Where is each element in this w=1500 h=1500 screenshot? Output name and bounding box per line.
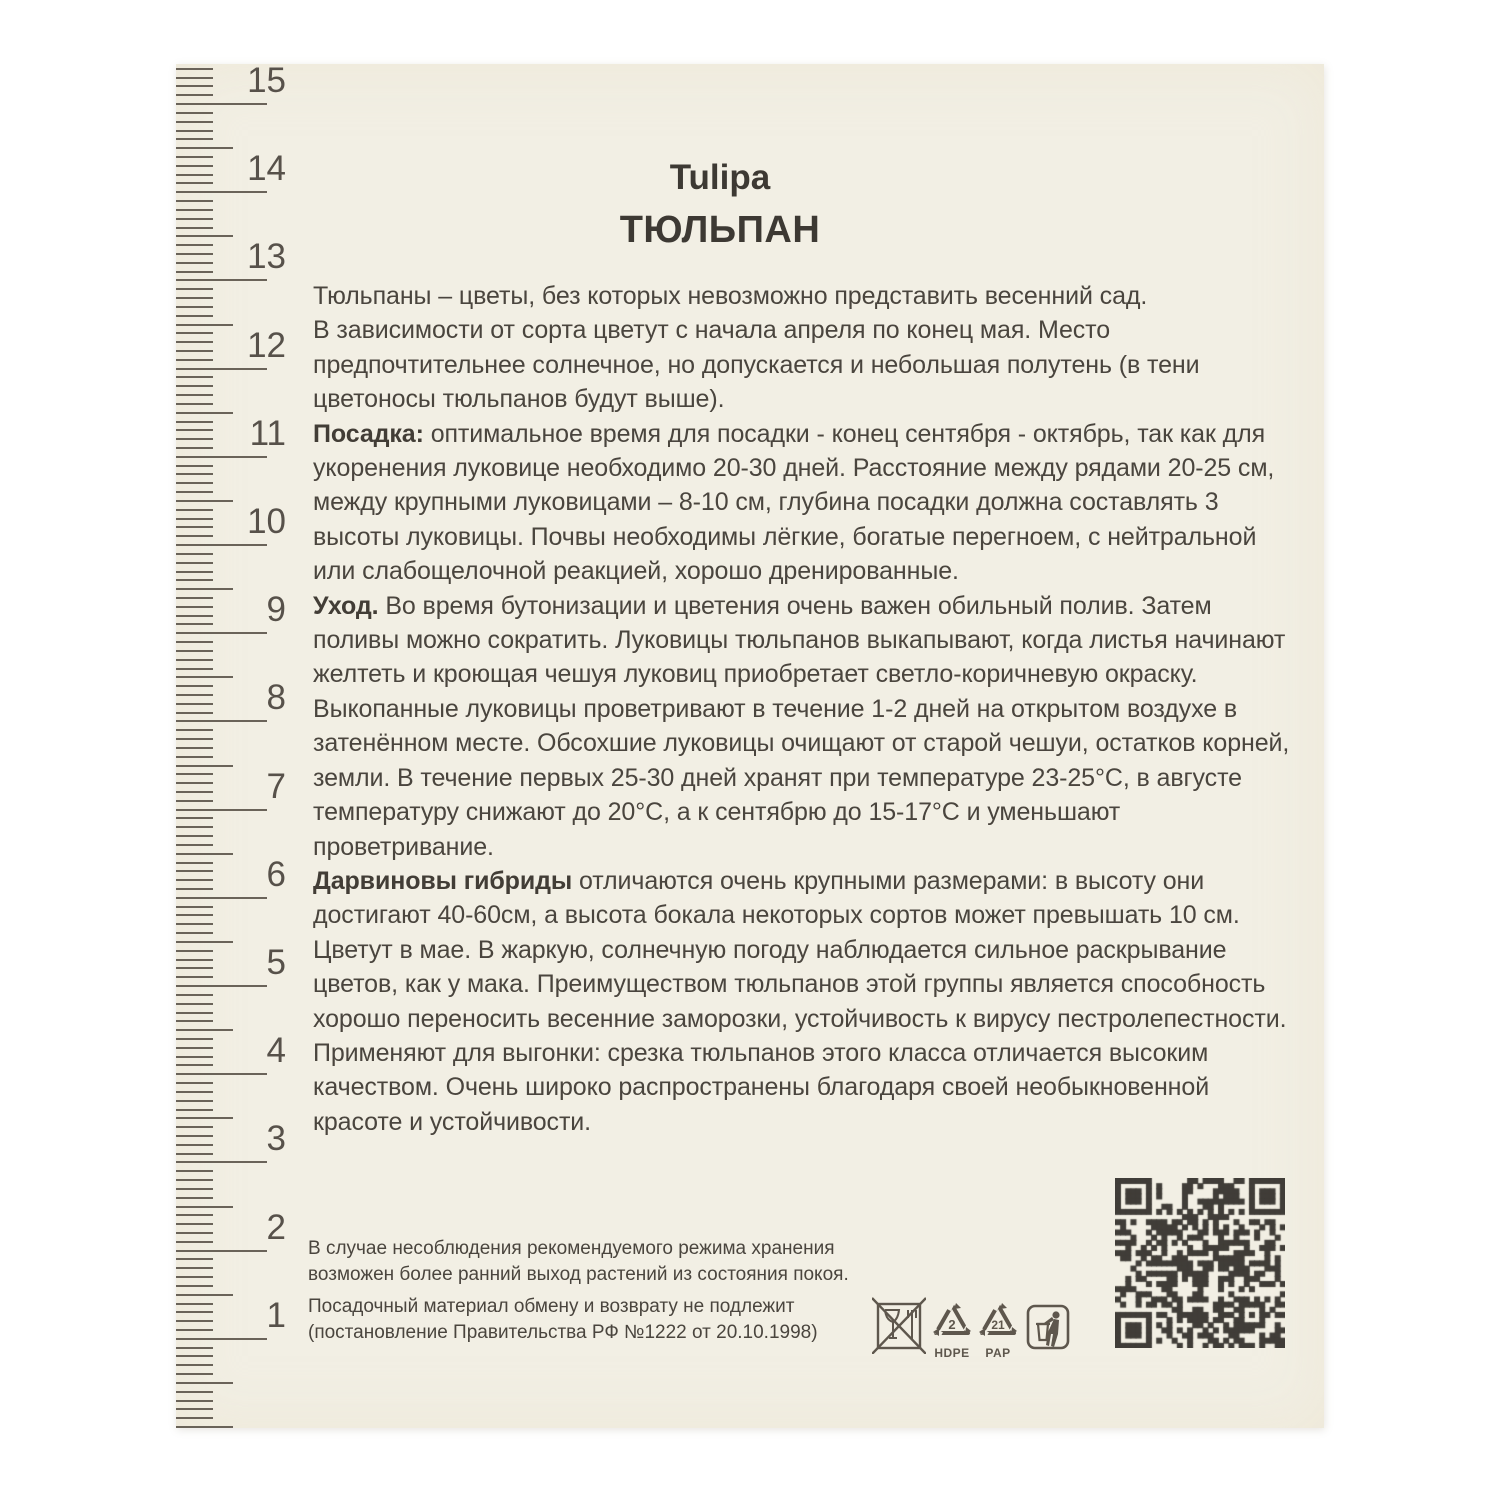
ruler-number: 12 <box>247 325 286 365</box>
ruler-tick <box>176 1197 213 1199</box>
svg-text:21 <box>991 1318 1005 1332</box>
decree-note: (постановление Правительства РФ №1222 от 20.10.1998) <box>308 1322 818 1343</box>
ruler-tick <box>176 403 213 405</box>
ruler-number: 7 <box>266 766 286 806</box>
ruler-tick <box>176 227 213 229</box>
ruler-tick <box>176 103 267 105</box>
tidy-man-icon <box>1026 1304 1070 1355</box>
ruler-tick <box>176 1267 213 1269</box>
ruler-number: 5 <box>266 943 286 982</box>
ruler-tick <box>176 1073 267 1075</box>
ruler-tick <box>176 1338 267 1340</box>
ruler-tick <box>176 985 267 987</box>
ruler-tick <box>176 1188 213 1190</box>
ruler-tick <box>176 112 213 114</box>
storage-note: В случае несоблюдения рекомендуемого режима хранения возможен более ранний выход растений из состояния покоя. <box>308 1238 849 1285</box>
ruler-number: 4 <box>266 1031 286 1071</box>
legal-notes <box>308 1236 908 1346</box>
ruler-tick <box>176 1100 213 1102</box>
title-block <box>315 160 1125 250</box>
section-care: Уход. Во время бутонизации и цветения очень важен обильный полив. Затем поливы можно сократить. Луковицы тюльпанов выкапывают, когда листья начинают желтеть и кроющая чешуя луковиц приобретает светло-коричневую окраску. Выкопанные луковицы проветривают в течение 1-2 дней на открытом воздухе в затенённом месте. Обсохшие луковицы очищают от старой чешуи, остатков корней, земли. В течение первых 25-30 дней хранят при температуре 23-25°С, в августе температуру снижают до 20°С, а к сентябрю до 15-17°С и уменьшают проветривание. <box>313 591 1290 861</box>
ruler-number: 10 <box>247 502 286 541</box>
ruler-tick <box>176 394 213 396</box>
hdpe-code: 2 <box>948 1317 956 1332</box>
ruler-number: 1 <box>266 1295 286 1335</box>
ruler-tick <box>176 1373 213 1375</box>
section-planting: Посадка: оптимальное время для посадки - конец сентября - октябрь, так как для укоренения луковице необходимо 20-30 дней. Расстояние между рядами 20-25 см, между крупными луковицами – 8-10 см, глубина посадки должна составлять 3 высоты луковицы. Почвы необходимы лёгкие, богатые перегноем, с нейтральной или слабощелочной реакцией, хорошо дренированные. <box>313 419 1275 586</box>
intro-line-2: В зависимости от сорта цветут с начала апреля по конец мая. Место предпочтительнее солнечное, но допускается и небольшая полутень (в тени цветоносы тюльпанов будут выше). <box>313 316 1200 414</box>
ruler-number: 8 <box>266 678 286 718</box>
ruler-tick <box>176 1417 213 1419</box>
ruler-tick <box>176 676 233 678</box>
ruler-tick <box>176 1294 233 1296</box>
ruler-tick <box>176 835 213 837</box>
ruler-tick <box>176 844 213 846</box>
ruler-tick <box>176 376 213 378</box>
intro-line-1: Тюльпаны – цветы, без которых невозможно представить весенний сад. <box>313 282 1148 310</box>
ruler-tick <box>176 738 213 740</box>
ruler-tick <box>176 1029 233 1031</box>
ruler-tick <box>176 588 233 590</box>
ruler-tick <box>176 147 233 149</box>
ruler-number: 2 <box>266 1207 286 1247</box>
ruler-tick <box>176 385 213 387</box>
ruler-tick <box>176 579 213 581</box>
ruler-tick <box>176 765 233 767</box>
ruler-tick <box>176 659 213 661</box>
ruler-tick <box>176 544 267 546</box>
ruler-tick <box>176 306 213 308</box>
ruler-number: 6 <box>266 854 286 894</box>
ruler-tick <box>176 1091 213 1093</box>
ruler-tick <box>176 1161 267 1163</box>
ruler-tick <box>176 553 213 555</box>
ruler-tick <box>176 747 213 749</box>
ruler-number: 14 <box>247 149 286 189</box>
seed-packet-back <box>176 61 1324 1428</box>
ruler-tick <box>176 1206 233 1208</box>
pap-code: 21 <box>991 1318 1005 1332</box>
ruler-tick <box>176 1382 233 1384</box>
ruler-tick <box>176 288 213 290</box>
ruler-tick <box>176 1285 213 1287</box>
ruler-tick <box>176 368 267 370</box>
ruler-tick <box>176 668 213 670</box>
ruler-tick <box>176 1117 233 1119</box>
ruler-tick <box>176 218 213 220</box>
ruler-tick <box>176 994 213 996</box>
ruler-tick <box>176 562 213 564</box>
ruler-tick <box>176 465 213 467</box>
ruler-tick <box>176 641 213 643</box>
ruler-tick <box>176 1258 213 1260</box>
ruler-tick <box>176 491 213 493</box>
ruler-tick <box>176 500 233 502</box>
recycling-pap-icon <box>974 1300 1022 1360</box>
no-return-note: Посадочный материал обмену и возврату не подлежит <box>308 1296 795 1317</box>
ruler-tick <box>176 130 213 132</box>
ruler-tick <box>176 1347 213 1349</box>
ruler-tick <box>176 923 213 925</box>
ruler-tick <box>176 906 213 908</box>
section-darwin-lead: Дарвиновы гибриды <box>313 866 573 895</box>
ruler-tick <box>176 809 267 811</box>
ruler-tick <box>176 632 267 634</box>
ruler-tick <box>176 897 267 899</box>
ruler-tick <box>176 1391 213 1393</box>
ruler-tick <box>176 914 213 916</box>
ruler-tick <box>176 756 213 758</box>
ruler-tick <box>176 932 213 934</box>
ruler-tick <box>176 1109 213 1111</box>
ruler-tick <box>176 209 213 211</box>
ruler-tick <box>176 729 213 731</box>
ruler-tick <box>176 1012 213 1014</box>
ruler-tick <box>176 191 267 193</box>
ruler-tick <box>176 200 213 202</box>
title-latin: Tulipa <box>669 158 771 197</box>
ruler-tick <box>176 138 213 140</box>
ruler-tick <box>176 1355 213 1357</box>
ruler-tick <box>176 853 233 855</box>
ruler-tick <box>176 826 213 828</box>
ruler-tick <box>176 1020 213 1022</box>
hdpe-label: HDPE <box>934 1346 970 1360</box>
svg-text:2 <box>948 1317 955 1332</box>
qr-code <box>1115 1178 1285 1348</box>
ruler-tick <box>176 482 213 484</box>
ruler-tick <box>176 941 233 943</box>
ruler-tick <box>176 720 267 722</box>
ruler-tick <box>176 1400 213 1402</box>
ruler-number: 15 <box>247 61 286 100</box>
ruler-tick <box>176 412 233 414</box>
ruler-tick <box>176 473 213 475</box>
ruler-tick <box>176 121 213 123</box>
ruler-tick <box>176 1276 213 1278</box>
ruler-number: 13 <box>247 237 286 277</box>
ruler-tick <box>176 650 213 652</box>
section-care-lead: Уход. <box>313 591 379 620</box>
ruler-tick <box>176 817 213 819</box>
ruler-tick <box>176 1170 213 1172</box>
ruler-tick <box>176 1250 267 1252</box>
ruler-tick <box>176 456 267 458</box>
description-text <box>313 279 1301 1139</box>
pap-label: PAP <box>985 1346 1011 1360</box>
ruler-tick <box>176 1003 213 1005</box>
ruler-tick <box>176 571 213 573</box>
ruler-number: 11 <box>249 413 286 453</box>
section-planting-lead: Посадка: <box>313 419 424 448</box>
ruler-tick <box>176 1082 213 1084</box>
ruler-tick <box>176 1179 213 1181</box>
ruler-tick <box>176 315 213 317</box>
ruler-tick <box>176 1364 213 1366</box>
section-darwin-hybrids: Дарвиновы гибриды отличаются очень крупными размерами: в высоту они достигают 40-60см, а высота бокала некоторых сортов может превышать 10 см. Цветут в мае. В жаркую, солнечную погоду наблюдается сильное раскрывание цветов, как у мака. Преимуществом тюльпанов этой группы является способность хорошо переносить весенние заморозки, устойчивость к вирусу пестролепестности. Применяют для выгонки: срезка тюльпанов этого класса отличается высоким качеством. Очень широко распространены благодаря своей необыкновенной красоте и устойчивости. <box>313 866 1287 1136</box>
ruler-tick <box>176 1426 233 1428</box>
not-dishware-icon <box>872 1296 926 1359</box>
ruler-number: 9 <box>266 590 286 630</box>
ruler-tick <box>176 1408 213 1410</box>
recycling-hdpe-icon <box>928 1300 976 1360</box>
page-title: ТЮЛЬПАН <box>619 209 821 251</box>
ruler-number: 3 <box>266 1119 286 1159</box>
ruler-tick <box>176 324 233 326</box>
ruler-tick <box>176 297 213 299</box>
ruler-tick <box>176 235 233 237</box>
ruler-tick <box>176 279 267 281</box>
